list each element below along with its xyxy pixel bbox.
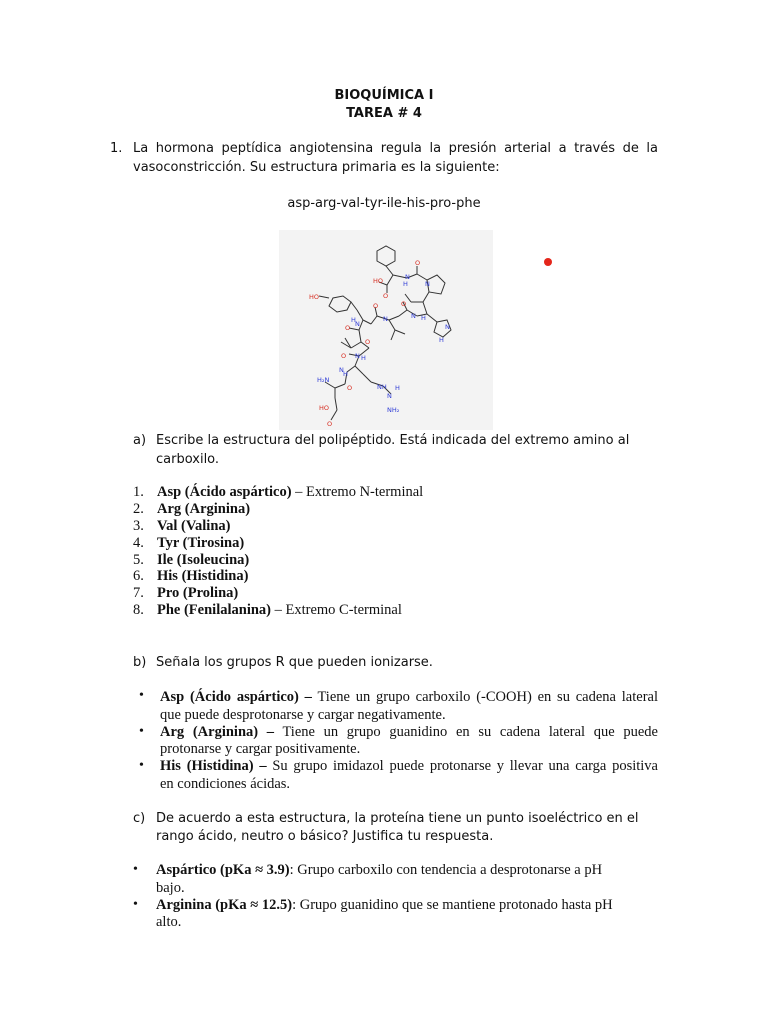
part-c-text-line1: De acuerdo a esta estructura, la proteína tiene un punto isoeléctrico en el <box>156 811 639 826</box>
atom-label: N <box>339 366 344 374</box>
atom-label: N <box>383 315 388 323</box>
list-item-continuation: bajo. <box>156 880 185 896</box>
atom-label: O <box>327 420 333 428</box>
atom-label: H <box>439 336 444 344</box>
atom-label: O <box>365 338 371 346</box>
list-item-continuation: en condiciones ácidas. <box>160 776 291 792</box>
part-b-prompt: Señala los grupos R que pueden ionizarse. <box>156 655 433 670</box>
course-title: BIOQUÍMICA I <box>334 88 434 103</box>
atom-label: O <box>401 300 407 308</box>
bullet-icon: • <box>139 724 144 739</box>
part-b-letter: b) <box>133 655 147 670</box>
atom-label: H <box>421 314 426 322</box>
question-text-line2: vasoconstricción. Su estructura primaria es la siguiente: <box>133 160 500 175</box>
red-marker-dot <box>544 258 552 266</box>
atom-label: HO <box>309 293 320 301</box>
list-item: Asp (Ácido aspártico) – Tiene un grupo carboxilo (-COOH) en su cadena lateral <box>160 689 658 705</box>
atom-label: O <box>373 302 379 310</box>
atom-label: O <box>345 324 351 332</box>
atom-label: H₂N <box>317 376 330 384</box>
list-item: His (Histidina) – Su grupo imidazol puede protonarse y llevar una carga positiva <box>160 758 658 774</box>
peptide-sequence: asp-arg-val-tyr-ile-his-pro-phe <box>287 196 481 211</box>
question-text-line1: La hormona peptídica angiotensina regula la presión arterial a través de la <box>133 141 658 156</box>
part-c-letter: c) <box>133 811 146 826</box>
atom-label: HO <box>373 277 384 285</box>
list-item: Aspártico (pKa ≈ 3.9): Grupo carboxilo con tendencia a desprotonarse a pH <box>156 862 603 878</box>
part-a-text-line2: carboxilo. <box>156 452 220 467</box>
angiotensin-structure-image <box>279 230 493 430</box>
atom-label: N <box>445 323 450 331</box>
atom-label: O <box>347 384 353 392</box>
list-item: Arg (Arginina) – Tiene un grupo guanidino en su cadena lateral que puede <box>160 724 658 740</box>
list-item: Arginina (pKa ≈ 12.5): Grupo guanidino que se mantiene protonado hasta pH <box>156 897 613 913</box>
bullet-icon: • <box>133 897 138 912</box>
part-a-text-line1: Escribe la estructura del polipéptido. Está indicada del extremo amino al <box>156 433 630 448</box>
atom-label: NH₂ <box>387 406 400 414</box>
list-item-continuation: que puede desprotonarse y cargar negativamente. <box>160 707 446 723</box>
list-item-continuation: protonarse y cargar positivamente. <box>160 741 361 757</box>
atom-label: N <box>405 273 410 281</box>
atom-label: NH <box>377 383 387 391</box>
list-item-continuation: alto. <box>156 914 182 930</box>
atom-label: O <box>415 259 421 267</box>
atom-label: H <box>361 354 366 362</box>
part-c-text-line2: rango ácido, neutro o básico? Justifica tu respuesta. <box>156 829 494 844</box>
atom-label: N <box>355 352 360 360</box>
atom-label: HO <box>319 404 330 412</box>
atom-label: H <box>395 384 400 392</box>
atom-label: H <box>343 370 348 378</box>
atom-label: O <box>341 352 347 360</box>
assignment-title: TAREA # 4 <box>346 106 422 121</box>
atom-label: N <box>425 280 430 288</box>
molecule-drawing <box>279 230 493 430</box>
atom-label: N <box>355 320 360 328</box>
atom-label: H <box>351 316 356 324</box>
question-number: 1. <box>110 141 123 156</box>
atom-label: H <box>403 280 408 288</box>
atom-label: N <box>411 312 416 320</box>
atom-label: N <box>387 392 392 400</box>
bullet-icon: • <box>133 862 138 877</box>
bullet-icon: • <box>139 688 144 703</box>
part-a-letter: a) <box>133 433 147 448</box>
bullet-icon: • <box>139 758 144 773</box>
atom-label: O <box>383 292 389 300</box>
